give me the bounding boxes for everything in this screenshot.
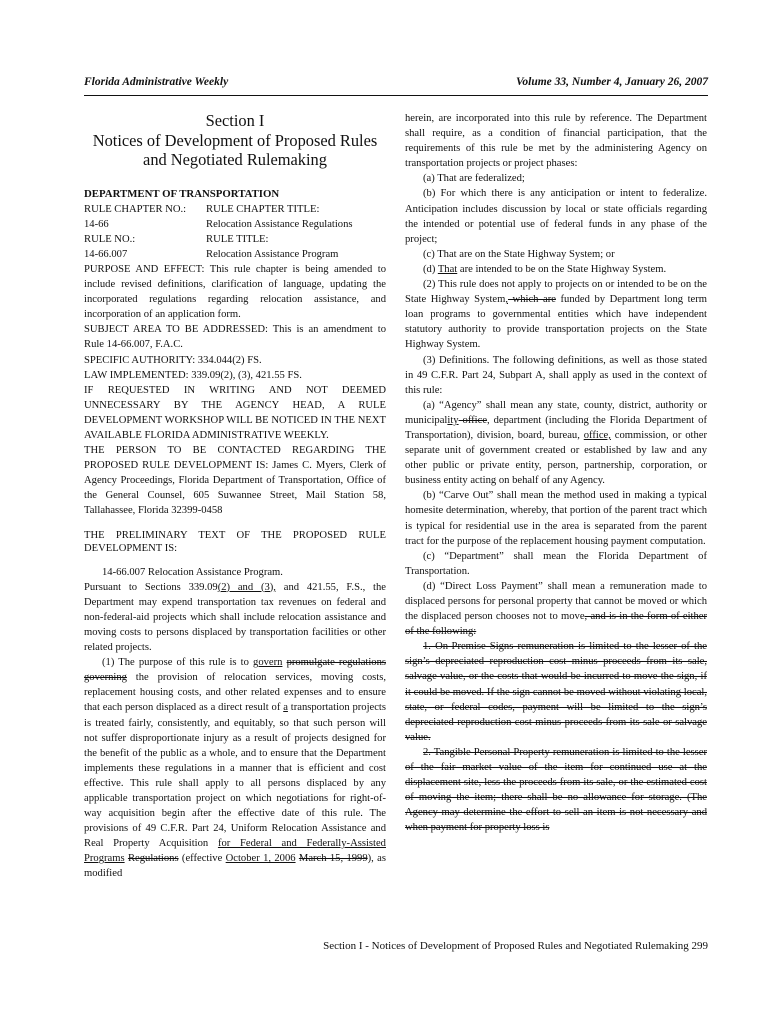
- paragraph-2: (2) This rule does not apply to projects on or intended to be on the State Highway System, which are funded by Department long term loan programs to governmental entities which have independent statutory authority to provide transportation projects on the State Highway System.: [405, 279, 708, 351]
- rule-chapter-title-label: RULE CHAPTER TITLE:: [206, 203, 320, 215]
- rule-chapter-title: Relocation Assistance Regulations: [206, 218, 353, 230]
- section-title-line3: and Negotiated Rulemaking: [143, 150, 327, 169]
- item-b: (b) For which there is any anticipation or intent to federalize. Anticipation includes discussion by local or state officials regarding the intended or potential use of federal funds in any phase of the project;: [405, 188, 707, 245]
- definition-direct-loss: (d) “Direct Loss Payment” shall mean a remuneration made to displaced persons for personal property that cannot be moved or which the displaced person chooses not to move, and is in the form of either of the following:: [405, 580, 708, 638]
- rule-heading: 14-66.007 Relocation Assistance Program.: [102, 566, 283, 578]
- definition-agency: (a) “Agency” shall mean any state, county, district, authority or municipality office, department (including the Florida Department of Transportation), division, board, bureau, office, commission, or other separate unit of government created or established by law and any other public or private entity, person, partnership, corporation, or business entity acting on behalf of any Agency.: [405, 399, 707, 487]
- section-title: [84, 111, 386, 170]
- definition-carve-out: (b) “Carve Out” shall mean the method used in making a typical homesite determination, whereby, that portion of the parent tract which is typical for residential use in the area is separated from the parent tract for the purpose of the replacement housing payment computation.: [405, 490, 707, 547]
- left-column: [84, 108, 386, 882]
- publication-name: Florida Administrative Weekly: [84, 76, 229, 88]
- continuation-paragraph: herein, are incorporated into this rule by reference. The Department shall require, as a condition of financial participation, that the requirements of this rule be met by the administering Agency on transportation projects or project phases:: [405, 113, 707, 170]
- specific-authority: SPECIFIC AUTHORITY: 334.044(2) FS.: [84, 354, 262, 366]
- spacer: [84, 519, 386, 529]
- item-d: (d) That are intended to be on the State Highway System.: [423, 263, 667, 275]
- department-heading: DEPARTMENT OF TRANSPORTATION: [84, 187, 280, 200]
- rule-chapter-no-label: RULE CHAPTER NO.:: [84, 203, 187, 215]
- section-title-line2: Notices of Development of Proposed Rules: [92, 130, 378, 150]
- page-footer: Section I - Notices of Development of Proposed Rules and Negotiated Rulemaking 299: [323, 940, 708, 952]
- contact-person: THE PERSON TO BE CONTACTED REGARDING THE PROPOSED RULE DEVELOPMENT IS: James C. Myers, Clerk of Agency Proceedings, Florida Department of Transportation, Office of the General Counsel, 605 Suwannee Street, Mail Station 58, Tallahassee, Florida 32399-0458: [84, 445, 386, 517]
- law-implemented: LAW IMPLEMENTED: 339.09(2), (3), 421.55 FS.: [84, 369, 302, 381]
- pursuant-paragraph: Pursuant to Sections 339.09(2) and (3), and 421.55, F.S., the Department may expend transportation tax revenues on federal and non-federal-aid projects which shall include relocation assistance and moving costs to persons displaced by transportation facilities or other related projects.: [84, 581, 387, 654]
- struck-property-paragraph: 2. Tangible Personal Property remuneration is limited to the lesser of the fair market value of the item for continued use at the displacement site, less the proceeds from its sale, or the estimated cost of moving the item; there shall be no allowance for storage. (The Agency may determine the effort to sell an item is not necessary and when payment for property loss is: [405, 746, 707, 834]
- rule-info-grid: [84, 202, 386, 262]
- spacer: [84, 555, 386, 565]
- paragraph-3: (3) Definitions. The following definitions, as well as those stated in 49 C.F.R. Part 24, Subpart A, shall apply as used in the context of this rule:: [405, 354, 707, 396]
- rule-title-label: RULE TITLE:: [206, 233, 269, 245]
- rule-no: 14-66.007: [84, 248, 128, 260]
- rule-chapter-no: 14-66: [84, 218, 109, 230]
- rule-no-label: RULE NO.:: [84, 233, 136, 245]
- struck-signs-paragraph: 1. On-Premise Signs remuneration is limited to the lesser of the sign’s depreciated reproduction cost minus proceeds from its sale, salvage value, or the costs that would be incurred to move the sign, if it could be moved. If the sign cannot be moved without violating local, state, or federal codes, payment will be limited to the sign’s depreciated reproduction cost minus proceeds from its sale or salvage value.: [405, 641, 707, 743]
- preliminary-text-heading: THE PRELIMINARY TEXT OF THE PROPOSED RULE DEVELOPMENT IS:: [84, 529, 386, 554]
- issue-info: Volume 33, Number 4, January 26, 2007: [515, 76, 708, 88]
- section-title-line1: Section I: [205, 111, 265, 130]
- workshop-notice: IF REQUESTED IN WRITING AND NOT DEEMED UNNECESSARY BY THE AGENCY HEAD, A RULE DEVELOPMENT WORKSHOP WILL BE NOTICED IN THE NEXT AVAILABLE FLORIDA ADMINISTRATIVE WEEKLY.: [84, 384, 386, 441]
- rule-title: Relocation Assistance Program: [206, 248, 339, 260]
- subject-area: SUBJECT AREA TO BE ADDRESSED: This is an amendment to Rule 14-66.007, F.A.C.: [84, 324, 386, 351]
- right-column: [405, 111, 707, 836]
- purpose-paragraph: (1) The purpose of this rule is to govern promulgate regulations governing the provision of relocation services, moving costs, replacement housing costs, and other related expenses and to ensure that each person displaced as a direct result of a transportation projects is treated fairly, consistently, and equitably, so that such person will not suffer disproportionate injury as a result of projects designed for the benefit of the public as a whole, and to ensure that the Department implements these regulations in a manner that is efficient and cost effective. This rule shall apply to all persons displaced by any applicable transportation project on which negotiations for right-of-way acquisition begin after the effective date of this rule. The provisions of 49 C.F.R. Part 24, Uniform Relocation Assistance and Real Property Acquisition for Federal and Federally-Assisted Programs Regulations (effective October 1, 2006 March 15, 1999), as modified: [84, 657, 386, 880]
- purpose-and-effect: PURPOSE AND EFFECT: This rule chapter is being amended to include revised definitions, clarification of language, updating the incorporated regulations regarding relocation assistance, and incorporation of an application form.: [84, 263, 386, 321]
- definition-department: (c) “Department” shall mean the Florida Department of Transportation.: [405, 550, 707, 577]
- running-header: [84, 76, 708, 92]
- item-a: (a) That are federalized;: [423, 173, 525, 185]
- item-c: (c) That are on the State Highway System; or: [423, 248, 615, 260]
- header-divider: [84, 95, 708, 96]
